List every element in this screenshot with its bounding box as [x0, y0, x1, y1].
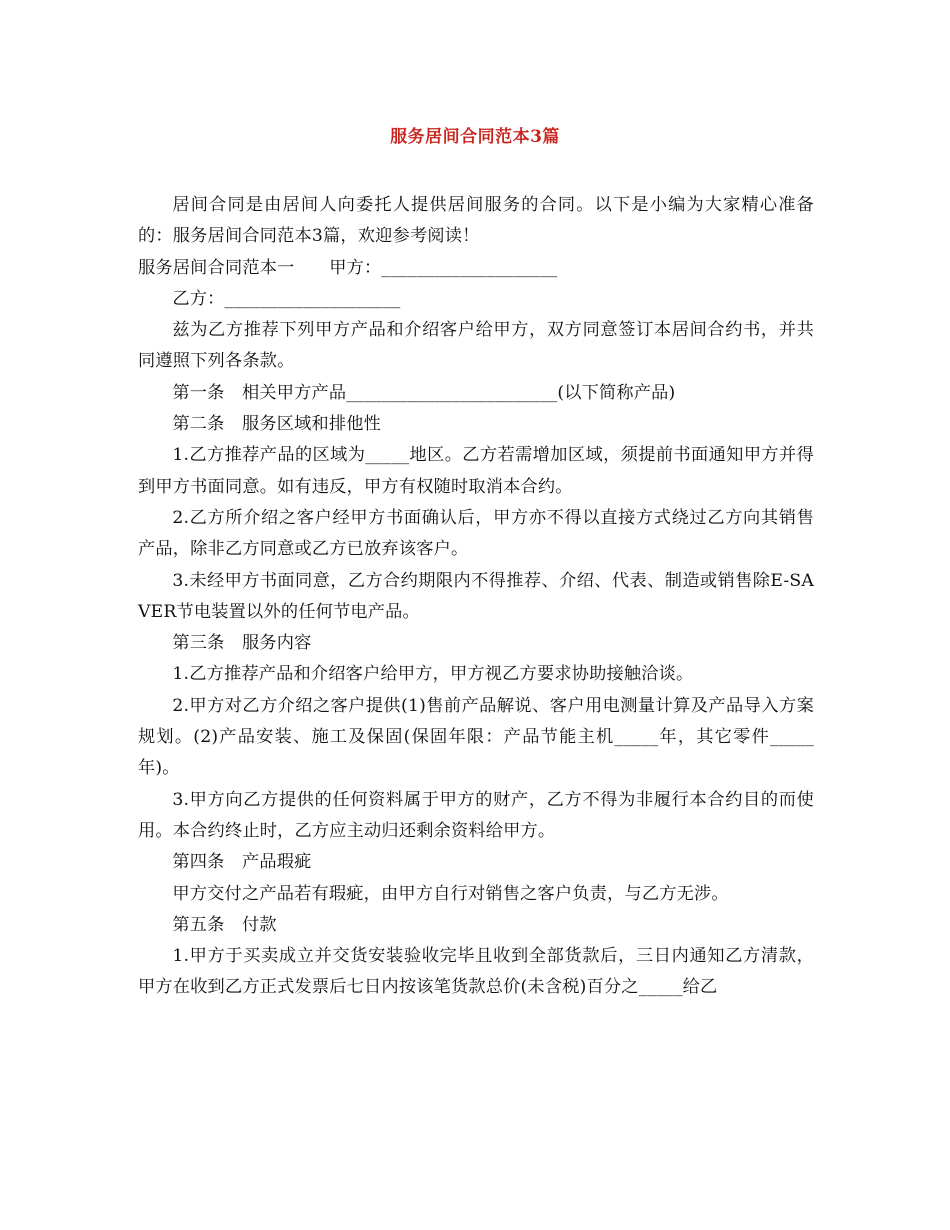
paragraph: 3.甲方向乙方提供的任何资料属于甲方的财产，乙方不得为非履行本合约目的而使用。本合约终止时，乙方应主动归还剩余资料给甲方。: [138, 789, 814, 841]
paragraph: 第一条 相关甲方产品________________________(以下简称产品): [172, 382, 676, 403]
paragraph: 2.甲方对乙方介绍之客户提供(1)售前产品解说、客户用电测量计算及产品导入方案规划。(2)产品安装、施工及保固(保固年限：产品节能主机_____年，其它零件_____年)。: [138, 695, 814, 779]
paragraph: 居间合同是由居间人向委托人提供居间服务的合同。以下是小编为大家精心准备的：服务居间合同范本3篇，欢迎参考阅读！: [138, 195, 814, 247]
paragraph: 1.乙方推荐产品和介绍客户给甲方，甲方视乙方要求协助接触洽谈。: [172, 664, 694, 685]
paragraph: 3.未经甲方书面同意，乙方合约期限内不得推荐、介绍、代表、制造或销售除E-SAVER节电装置以外的任何节电产品。: [138, 570, 814, 622]
document-body: [138, 190, 814, 1004]
paragraph: 服务居间合同范本一 甲方：____________________: [138, 257, 558, 278]
paragraph: 第二条 服务区域和排他性: [172, 414, 382, 435]
paragraph: 第三条 服务内容: [172, 633, 312, 654]
paragraph: 2.乙方所介绍之客户经甲方书面确认后，甲方亦不得以直接方式绕过乙方向其销售产品，除非乙方同意或乙方已放弃该客户。: [138, 507, 814, 560]
paragraph: 1.乙方推荐产品的区域为_____地区。乙方若需增加区域，须提前书面通知甲方并得到甲方书面同意。如有违反，甲方有权随时取消本合约。: [138, 445, 814, 497]
paragraph: 第四条 产品瑕疵: [172, 852, 312, 873]
paragraph: 甲方交付之产品若有瑕疵，由甲方自行对销售之客户负责，与乙方无涉。: [172, 883, 729, 904]
paragraph: 1.甲方于买卖成立并交货安装验收完毕且收到全部货款后，三日内通知乙方清款，甲方在收到乙方正式发票后七日内按该笔货款总价(未含税)百分之_____给乙: [138, 946, 814, 998]
paragraph: 乙方：____________________: [172, 288, 401, 309]
paragraph: 第五条 付款: [172, 914, 277, 935]
document-title: 服务居间合同范本3篇: [390, 127, 560, 147]
paragraph: 兹为乙方推荐下列甲方产品和介绍客户给甲方，双方同意签订本居间合约书，并共同遵照下列各条款。: [138, 320, 814, 372]
